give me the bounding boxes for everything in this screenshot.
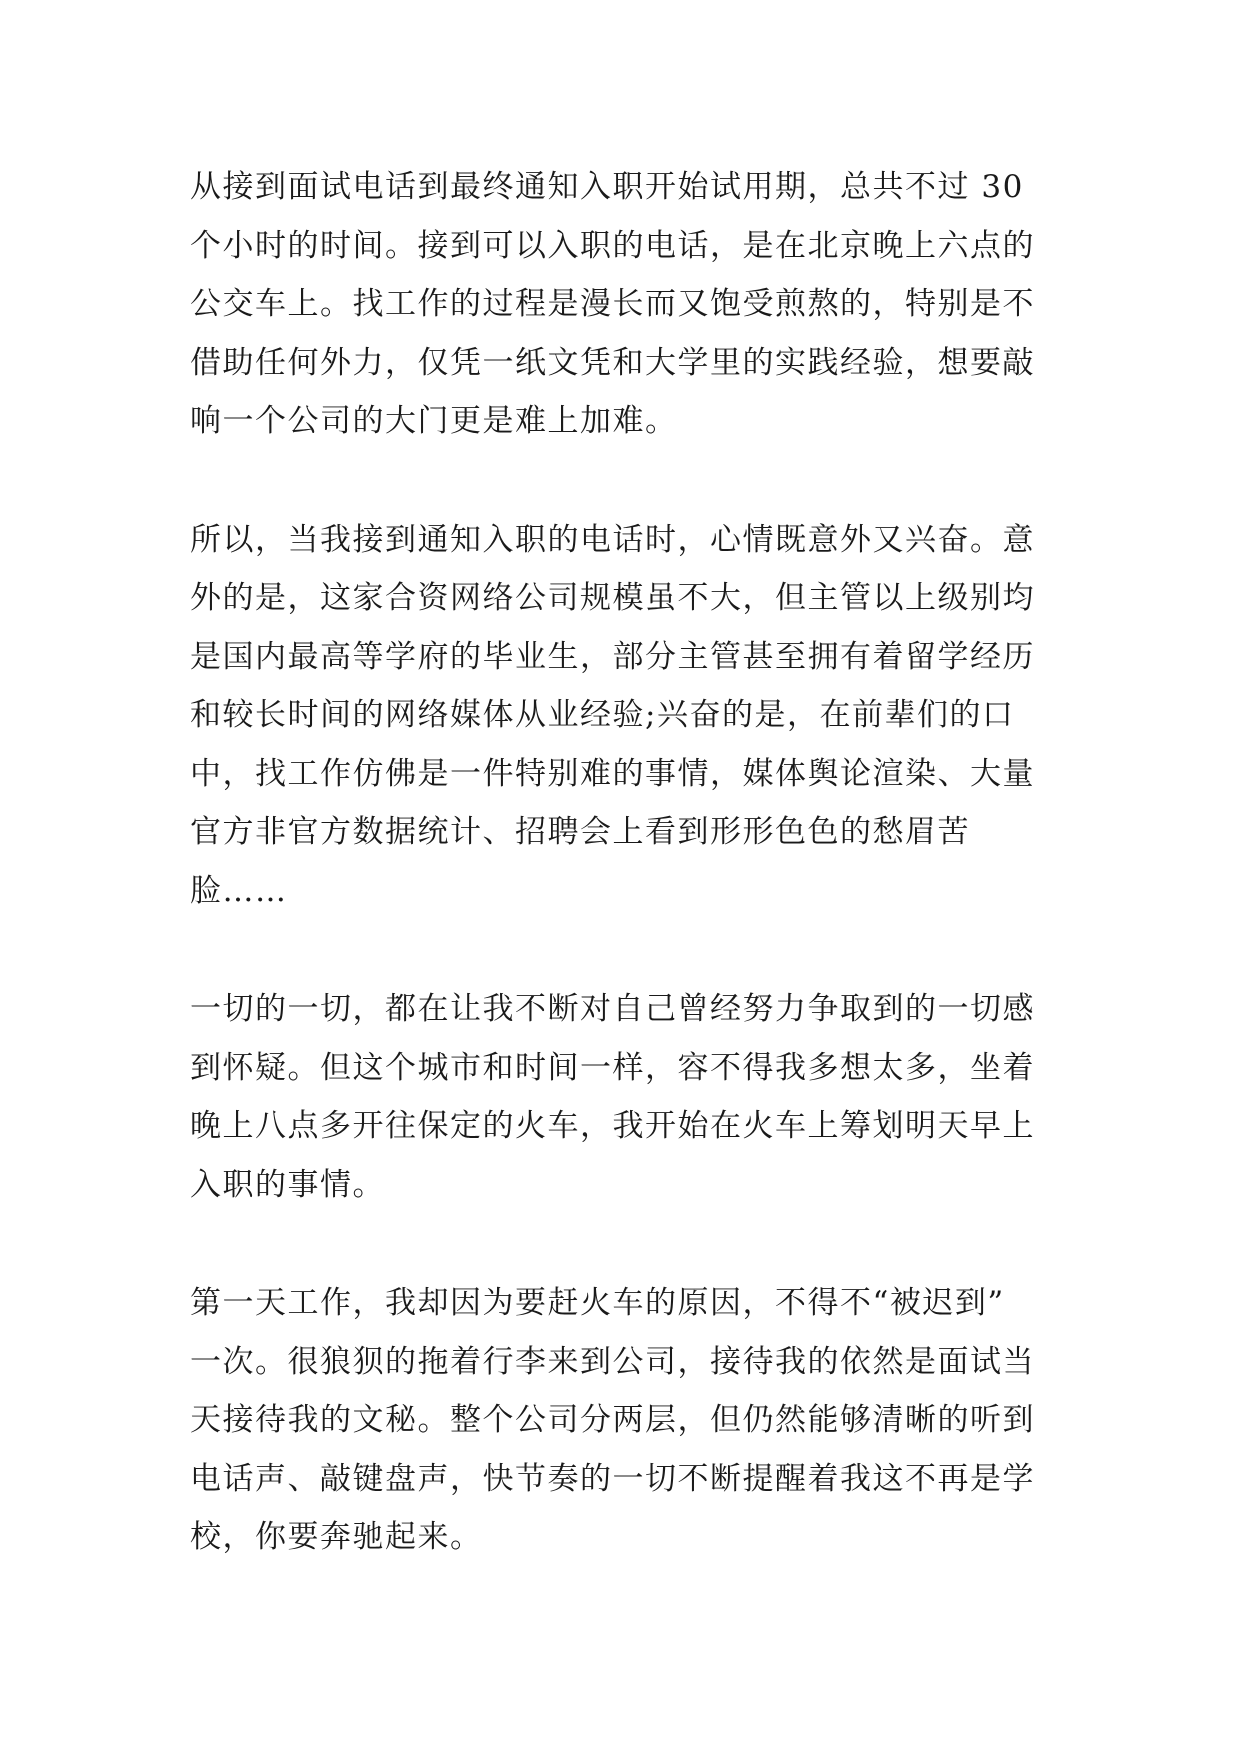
paragraph-1 <box>190 158 1060 451</box>
text-line: 天接待我的文秘。整个公司分两层，但仍然能够清晰的听到 <box>190 1402 1035 1438</box>
text-line: 是国内最高等学府的毕业生，部分主管甚至拥有着留学经历 <box>190 638 1035 675</box>
text-line: 到怀疑。但这个城市和时间一样，容不得我多想太多，坐着 <box>190 1049 1035 1086</box>
text-line: 官方非官方数据统计、招聘会上看到形形色色的愁眉苦 <box>190 814 970 850</box>
paragraph-4 <box>190 1274 1060 1567</box>
text-line: 脸…… <box>190 872 288 909</box>
text-line: 借助任何外力，仅凭一纸文凭和大学里的实践经验，想要敲 <box>190 344 1035 381</box>
text-line: 和较长时间的网络媒体从业经验;兴奋的是，在前辈们的口 <box>190 697 1015 733</box>
text-line: 中，找工作仿佛是一件特别难的事情，媒体舆论渲染、大量 <box>190 755 1035 792</box>
text-line: 外的是，这家合资网络公司规模虽不大，但主管以上级别均 <box>190 580 1035 616</box>
document-body <box>190 158 1060 1627</box>
text-line: 入职的事情。 <box>190 1166 385 1203</box>
text-line: 公交车上。找工作的过程是漫长而又饱受煎熬的，特别是不 <box>190 286 1035 322</box>
text-line: 第一天工作，我却因为要赶火车的原因，不得不“被迟到” <box>190 1285 1005 1321</box>
text-line: 一切的一切，都在让我不断对自己曾经努力争取到的一切感 <box>190 991 1035 1027</box>
text-line: 校，你要奔驰起来。 <box>190 1519 483 1555</box>
text-line: 所以，当我接到通知入职的电话时，心情既意外又兴奋。意 <box>190 521 1035 558</box>
paragraph-3 <box>190 980 1060 1214</box>
text-line: 电话声、敲键盘声，快节奏的一切不断提醒着我这不再是学 <box>190 1460 1035 1497</box>
text-line: 一次。很狼狈的拖着行李来到公司，接待我的依然是面试当 <box>190 1343 1035 1380</box>
text-line: 个小时的时间。接到可以入职的电话，是在北京晚上六点的 <box>190 227 1035 264</box>
text-line: 晚上八点多开往保定的火车，我开始在火车上筹划明天早上 <box>190 1108 1035 1144</box>
paragraph-2 <box>190 511 1060 921</box>
text-line: 响一个公司的大门更是难上加难。 <box>190 403 678 439</box>
text-line: 从接到面试电话到最终通知入职开始试用期，总共不过 30 <box>190 169 1024 205</box>
